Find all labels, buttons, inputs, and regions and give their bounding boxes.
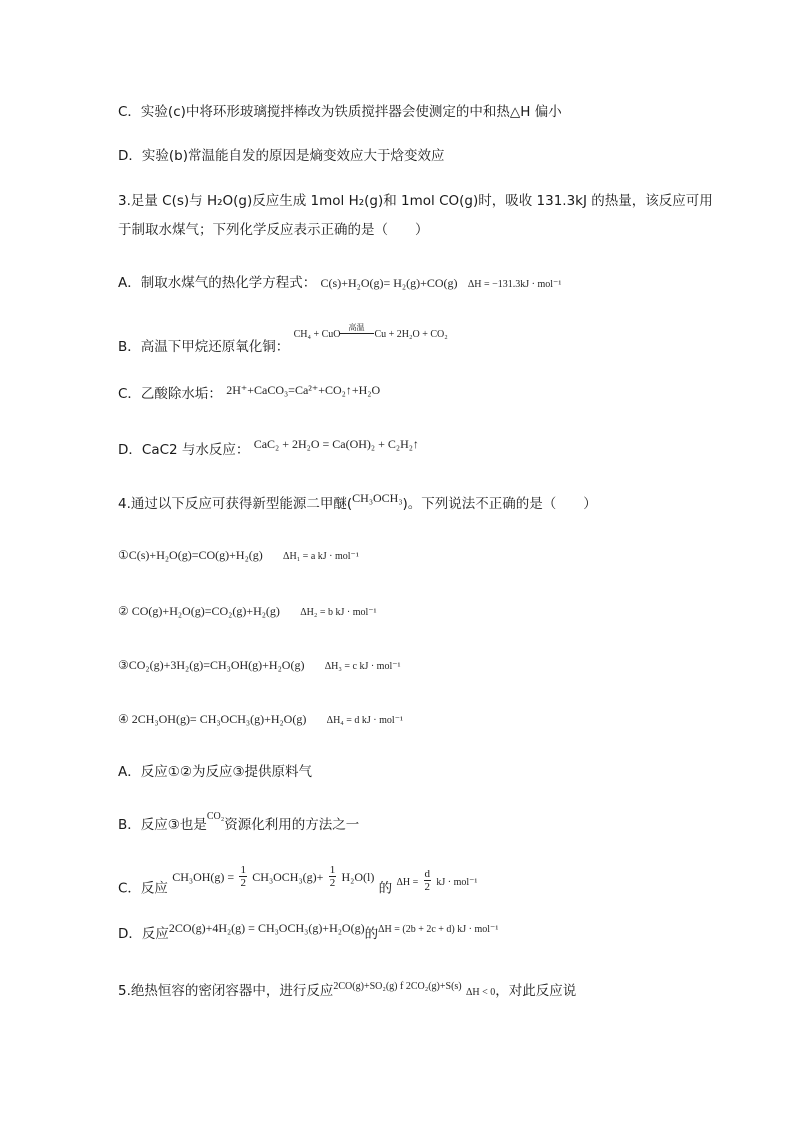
q3-stem-line2: 于制取水煤气；下列化学反应表示正确的是（ ） [118, 222, 429, 238]
q4-option-d [118, 921, 499, 946]
q3-option-c [118, 384, 380, 404]
option-label: D．反应 [118, 926, 169, 942]
connector: 的 [364, 926, 379, 942]
q3-option-a [118, 273, 561, 295]
stem-text: 4.通过以下反应可获得新型能源二甲醚( [118, 496, 353, 512]
reaction-condition: 高温 [348, 323, 365, 332]
enthalpy: ΔH < 0 [465, 987, 496, 998]
equation: ④ 2CH₃OH(g)= CH₃OCH₃(g)+H₂O(g) [118, 712, 307, 726]
fraction: $\frac{1}{2}$ [240, 864, 246, 889]
enthalpy: ΔH₃ = c kJ · mol⁻¹ [324, 661, 401, 672]
equation: ② CO(g)+H₂O(g)=CO₂(g)+H₂(g) [118, 604, 280, 618]
option-label: C．乙酸除水垢： [118, 386, 222, 402]
enthalpy: ΔH₂ = b kJ · mol⁻¹ [300, 607, 377, 618]
q3-stem-line1: 3.足量 C(s)与 H₂O(g)反应生成 1mol H₂(g)和 1mol CO(g)时，吸收 131.3kJ 的热量，该反应可用 [118, 193, 713, 209]
enthalpy: ΔH = (2b + 2c + d) kJ · mol⁻¹ [378, 924, 499, 935]
equation-part: CH₃OH(g) = [172, 869, 235, 884]
enthalpy-unit: kJ · mol⁻¹ [436, 876, 478, 888]
connector: 的 [378, 880, 393, 897]
q4-reaction-4 [118, 709, 403, 731]
q2-option-d: D．实验(b)常温能自发的原因是熵变效应大于焓变效应 [118, 148, 445, 164]
stem-formula: CH₃OCH₃ [352, 491, 403, 505]
equation: ①C(s)+H₂O(g)=CO(g)+H₂(g) [118, 548, 263, 562]
equation-part: CH₃OCH₃(g)+ [252, 869, 324, 884]
q2-option-c: C．实验(c)中将环形玻璃搅拌棒改为铁质搅拌器会使测定的中和热△H 偏小 [118, 104, 562, 120]
option-label: A．制取水煤气的热化学方程式： [118, 275, 317, 291]
equation: 2H⁺+CaCO₃=Ca²⁺+CO₂↑+H₂O [226, 383, 381, 397]
q4-stem [118, 491, 597, 514]
equation: 2CO(g)+4H₂(g) = CH₃OCH₃(g)+H₂O(g) [168, 921, 365, 935]
equation-right: Cu + 2H₂O + CO₂ [374, 329, 448, 340]
q3-option-b [118, 323, 448, 359]
equation: ③CO₂(g)+3H₂(g)=CH₃OH(g)+H₂O(g) [118, 658, 305, 672]
stem-text: )。下列说法不正确的是（ ） [402, 496, 597, 512]
equation: CaC₂ + 2H₂O = Ca(OH)₂ + C₂H₂↑ [253, 437, 419, 451]
enthalpy: ΔH = −131.3kJ · mol⁻¹ [467, 279, 562, 290]
formula: CO₂ [206, 811, 225, 822]
q4-reaction-1 [118, 545, 359, 567]
q4-option-b [118, 811, 360, 837]
option-label: C．反应 [118, 880, 168, 897]
q5-stem [118, 981, 576, 1003]
equation-part: H₂O(l) [341, 869, 375, 884]
equation: 2CO(g)+SO₂(g) f 2CO₂(g)+S(s) [333, 981, 462, 992]
q3-option-d [118, 437, 419, 460]
stem-text: 5.绝热恒容的密闭容器中，进行反应 [118, 983, 334, 999]
option-label: D．CaC2 与水反应： [118, 442, 250, 458]
q4-option-a: A．反应①②为反应③提供原料气 [118, 764, 313, 780]
enthalpy: ΔH = [396, 876, 419, 888]
equation-left: CH₄ + CuO [293, 329, 341, 340]
option-text: 资源化利用的方法之一 [224, 817, 360, 833]
stem-text: ，对此反应说 [495, 983, 577, 999]
q4-option-c [118, 864, 478, 901]
reaction-arrow [340, 323, 374, 340]
q4-reaction-3 [118, 655, 401, 677]
fraction: $\frac{d}{2}$ [424, 868, 431, 893]
option-label: B．高温下甲烷还原氧化铜： [118, 339, 290, 355]
enthalpy: ΔH₄ = d kJ · mol⁻¹ [326, 715, 403, 726]
option-text: B．反应③也是 [118, 817, 207, 833]
enthalpy: ΔH₁ = a kJ · mol⁻¹ [283, 551, 359, 562]
equation: C(s)+H₂O(g)= H₂(g)+CO(g) [320, 276, 458, 290]
fraction: $\frac{1}{2}$ [329, 864, 336, 889]
q4-reaction-2 [118, 601, 377, 623]
